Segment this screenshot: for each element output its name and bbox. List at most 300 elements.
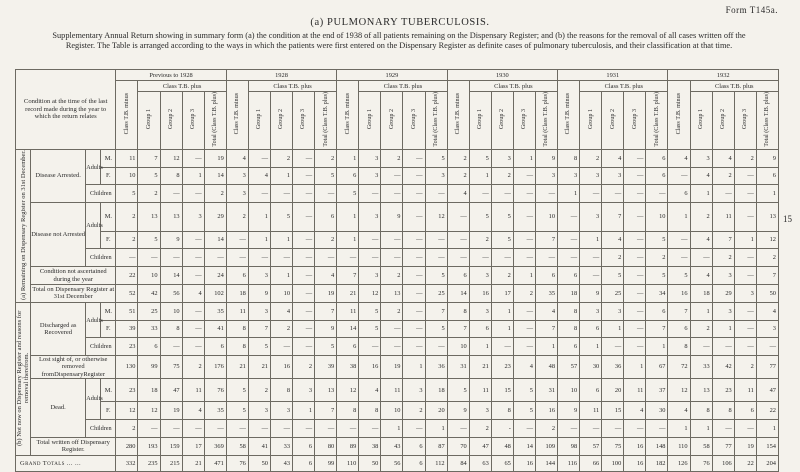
value-cell: — bbox=[182, 320, 204, 338]
sex-label: M. bbox=[101, 203, 116, 231]
value-cell: — bbox=[712, 185, 734, 203]
value-cell: 2 bbox=[712, 249, 734, 267]
group-label: Group 1 bbox=[256, 109, 263, 130]
class-minus-header bbox=[226, 81, 248, 150]
value-cell: — bbox=[270, 249, 292, 267]
value-cell: 10 bbox=[646, 203, 668, 231]
group-label: Group 1 bbox=[145, 109, 152, 130]
children-label: Children bbox=[86, 420, 116, 438]
value-cell: 10 bbox=[160, 302, 182, 320]
value-cell: 1 bbox=[602, 320, 624, 338]
value-cell: 6 bbox=[469, 320, 491, 338]
value-cell: — bbox=[204, 249, 226, 267]
value-cell: 6 bbox=[580, 378, 602, 402]
intro-paragraph: Supplementary Annual Return showing in summary form (a) the condition at the end of 1938 of all patients remaining on the Dispensary Register; and (b) the reasons for the removal of all cases written off the Register. The Table is arranged according to the ways in which the patients were first entered on the Dispensary Register as definite cases of pulmonary tuberculosis, and their classification at that time. bbox=[52, 31, 746, 51]
value-cell: 110 bbox=[668, 437, 690, 455]
value-cell: 76 bbox=[690, 455, 712, 471]
value-cell: 10 bbox=[447, 338, 469, 356]
value-cell: 8 bbox=[668, 338, 690, 356]
value-cell: — bbox=[270, 338, 292, 356]
value-cell: 4 bbox=[602, 149, 624, 167]
value-cell: — bbox=[270, 185, 292, 203]
sex-label: M. bbox=[101, 378, 116, 402]
value-cell: 8 bbox=[712, 402, 734, 420]
value-cell: 2 bbox=[270, 320, 292, 338]
value-cell: 9 bbox=[381, 203, 403, 231]
value-cell: 6 bbox=[558, 338, 580, 356]
value-cell: — bbox=[491, 249, 513, 267]
value-cell: — bbox=[182, 420, 204, 438]
value-cell: 50 bbox=[359, 455, 381, 471]
value-cell: — bbox=[293, 167, 315, 185]
value-cell: 13 bbox=[756, 203, 778, 231]
value-cell: 2 bbox=[403, 402, 425, 420]
value-cell: 5 bbox=[491, 203, 513, 231]
value-cell: 2 bbox=[381, 302, 403, 320]
value-cell: — bbox=[602, 420, 624, 438]
value-cell: 1 bbox=[690, 420, 712, 438]
value-cell: 47 bbox=[469, 437, 491, 455]
group-label: Group 1 bbox=[587, 109, 594, 130]
group-header bbox=[734, 92, 756, 150]
value-cell: 2 bbox=[116, 231, 138, 249]
value-cell: 6 bbox=[646, 302, 668, 320]
value-cell: 23 bbox=[712, 378, 734, 402]
value-cell: 10 bbox=[116, 167, 138, 185]
value-cell: 9 bbox=[756, 149, 778, 167]
value-cell: — bbox=[646, 185, 668, 203]
value-cell: 11 bbox=[469, 378, 491, 402]
class-minus-header bbox=[668, 81, 690, 150]
group-header bbox=[381, 92, 403, 150]
value-cell: — bbox=[182, 302, 204, 320]
value-cell: — bbox=[403, 284, 425, 302]
value-cell: — bbox=[293, 231, 315, 249]
value-cell: 8 bbox=[558, 302, 580, 320]
value-cell: 1 bbox=[513, 149, 535, 167]
table-row bbox=[16, 437, 779, 455]
value-cell: 18 bbox=[690, 284, 712, 302]
value-cell: 14 bbox=[337, 320, 359, 338]
value-cell: 3 bbox=[226, 167, 248, 185]
discharged-label: Discharged as Recovered bbox=[31, 302, 86, 355]
value-cell: 84 bbox=[447, 455, 469, 471]
value-cell: 4 bbox=[535, 302, 557, 320]
value-cell: 1 bbox=[248, 231, 270, 249]
value-cell: 6 bbox=[226, 267, 248, 285]
value-cell: 20 bbox=[425, 402, 447, 420]
group-label: Group 1 bbox=[477, 109, 484, 130]
value-cell: 67 bbox=[646, 356, 668, 379]
value-cell: 1 bbox=[580, 338, 602, 356]
table-row bbox=[16, 167, 779, 185]
value-cell: 112 bbox=[425, 455, 447, 471]
value-cell: 2 bbox=[469, 231, 491, 249]
value-cell: — bbox=[535, 185, 557, 203]
value-cell: 50 bbox=[756, 284, 778, 302]
value-cell: 2 bbox=[315, 149, 337, 167]
value-cell: — bbox=[513, 338, 535, 356]
group-label: Group 3 bbox=[631, 109, 638, 130]
group-header bbox=[624, 92, 646, 150]
table-row bbox=[16, 378, 779, 402]
value-cell: 9 bbox=[315, 320, 337, 338]
value-cell: 3 bbox=[293, 378, 315, 402]
class-minus-label: Class T.B. minus bbox=[675, 93, 682, 135]
value-cell: 17 bbox=[182, 437, 204, 455]
value-cell: — bbox=[580, 185, 602, 203]
value-cell: 8 bbox=[690, 402, 712, 420]
value-cell: 4 bbox=[447, 185, 469, 203]
value-cell: 41 bbox=[248, 437, 270, 455]
value-cell: 1 bbox=[491, 320, 513, 338]
value-cell: 8 bbox=[558, 320, 580, 338]
group-header bbox=[513, 92, 535, 150]
value-cell: — bbox=[668, 167, 690, 185]
class-plus-header: Class T.B. plus bbox=[690, 81, 778, 92]
value-cell: 369 bbox=[204, 437, 226, 455]
value-cell: — bbox=[425, 185, 447, 203]
value-cell: 2 bbox=[690, 320, 712, 338]
group-label: Total (Class T.B. plus) bbox=[764, 92, 771, 147]
value-cell: 4 bbox=[712, 149, 734, 167]
value-cell: 4 bbox=[690, 167, 712, 185]
value-cell: — bbox=[359, 185, 381, 203]
value-cell: 29 bbox=[204, 203, 226, 231]
value-cell: 7 bbox=[535, 231, 557, 249]
group-header bbox=[425, 92, 447, 150]
value-cell: 13 bbox=[381, 284, 403, 302]
value-cell: 6 bbox=[403, 437, 425, 455]
value-cell: 58 bbox=[226, 437, 248, 455]
value-cell: — bbox=[580, 249, 602, 267]
value-cell: 8 bbox=[270, 378, 292, 402]
value-cell: — bbox=[513, 185, 535, 203]
sex-label: F. bbox=[101, 402, 116, 420]
value-cell: 1 bbox=[513, 267, 535, 285]
group-header bbox=[315, 92, 337, 150]
value-cell: 9 bbox=[535, 149, 557, 167]
value-cell: 35 bbox=[204, 302, 226, 320]
value-cell: 57 bbox=[558, 356, 580, 379]
value-cell: — bbox=[580, 267, 602, 285]
value-cell: 7 bbox=[668, 302, 690, 320]
value-cell: — bbox=[535, 249, 557, 267]
class-minus-label: Class T.B. minus bbox=[234, 93, 241, 135]
group-header bbox=[403, 92, 425, 150]
value-cell: - bbox=[491, 420, 513, 438]
value-cell: 6 bbox=[447, 267, 469, 285]
value-cell: 47 bbox=[756, 378, 778, 402]
value-cell: 2 bbox=[293, 356, 315, 379]
value-cell: 2 bbox=[204, 185, 226, 203]
value-cell: 16 bbox=[624, 437, 646, 455]
value-cell: 76 bbox=[204, 378, 226, 402]
value-cell: 5 bbox=[646, 231, 668, 249]
value-cell: — bbox=[425, 338, 447, 356]
value-cell: 2 bbox=[712, 167, 734, 185]
value-cell: 2 bbox=[248, 378, 270, 402]
group-label: Total (Class T.B. plus) bbox=[432, 92, 439, 147]
group-label: Group 3 bbox=[742, 109, 749, 130]
value-cell: — bbox=[359, 249, 381, 267]
value-cell: 3 bbox=[248, 267, 270, 285]
value-cell: 6 bbox=[204, 338, 226, 356]
value-cell: 43 bbox=[381, 437, 403, 455]
value-cell: 2 bbox=[116, 203, 138, 231]
value-cell: 4 bbox=[513, 356, 535, 379]
value-cell: 14 bbox=[204, 167, 226, 185]
table-row bbox=[16, 338, 779, 356]
group-header bbox=[469, 92, 491, 150]
not-ascertained-label: Condition not ascertained during the year bbox=[31, 267, 116, 285]
value-cell: 13 bbox=[690, 378, 712, 402]
value-cell: 1 bbox=[558, 185, 580, 203]
group-header bbox=[756, 92, 778, 150]
value-cell: 21 bbox=[248, 356, 270, 379]
group-label: Group 2 bbox=[167, 109, 174, 130]
disease-not-arrested-label: Disease not Arrested bbox=[31, 203, 86, 267]
value-cell: 25 bbox=[602, 284, 624, 302]
value-cell: 39 bbox=[116, 320, 138, 338]
value-cell: 12 bbox=[138, 402, 160, 420]
children-label: Children bbox=[86, 338, 116, 356]
value-cell: 30 bbox=[646, 402, 668, 420]
table-row bbox=[16, 149, 779, 167]
value-cell: 126 bbox=[668, 455, 690, 471]
value-cell: — bbox=[160, 185, 182, 203]
children-label: Children bbox=[86, 249, 116, 267]
value-cell: — bbox=[403, 249, 425, 267]
value-cell: 4 bbox=[668, 149, 690, 167]
group-label: Group 2 bbox=[388, 109, 395, 130]
value-cell: 48 bbox=[491, 437, 513, 455]
value-cell: 10 bbox=[381, 402, 403, 420]
value-cell: — bbox=[293, 284, 315, 302]
group-label: Group 2 bbox=[720, 109, 727, 130]
class-plus-header: Class T.B. plus bbox=[580, 81, 668, 92]
value-cell: 8 bbox=[359, 402, 381, 420]
value-cell: 99 bbox=[315, 455, 337, 471]
class-plus-header: Class T.B. plus bbox=[359, 81, 447, 92]
value-cell: 12 bbox=[359, 284, 381, 302]
value-cell: — bbox=[513, 167, 535, 185]
value-cell: 10 bbox=[535, 203, 557, 231]
value-cell: 10 bbox=[270, 284, 292, 302]
value-cell: 3 bbox=[403, 378, 425, 402]
period-header: 1928 bbox=[226, 70, 336, 81]
value-cell: — bbox=[293, 203, 315, 231]
group-header bbox=[270, 92, 292, 150]
class-minus-header bbox=[558, 81, 580, 150]
value-cell: 5 bbox=[668, 267, 690, 285]
page-number: 15 bbox=[783, 214, 792, 224]
value-cell: 15 bbox=[491, 378, 513, 402]
value-cell: 1 bbox=[756, 185, 778, 203]
tuberculosis-table bbox=[15, 69, 779, 472]
value-cell: 3 bbox=[580, 203, 602, 231]
value-cell: — bbox=[315, 185, 337, 203]
value-cell: — bbox=[602, 185, 624, 203]
table-row bbox=[16, 203, 779, 231]
value-cell: 11 bbox=[116, 149, 138, 167]
value-cell: 6 bbox=[293, 437, 315, 455]
value-cell: 4 bbox=[602, 231, 624, 249]
value-cell: 11 bbox=[580, 402, 602, 420]
value-cell: — bbox=[513, 302, 535, 320]
value-cell: 12 bbox=[756, 231, 778, 249]
value-cell: 159 bbox=[160, 437, 182, 455]
grand-totals-label: Grand Totals ... ... bbox=[16, 455, 116, 471]
value-cell: — bbox=[734, 420, 756, 438]
value-cell: 18 bbox=[558, 284, 580, 302]
value-cell: 12 bbox=[668, 378, 690, 402]
value-cell: — bbox=[469, 185, 491, 203]
value-cell: 6 bbox=[535, 267, 557, 285]
value-cell: 6 bbox=[580, 320, 602, 338]
value-cell: 2 bbox=[138, 185, 160, 203]
value-cell: 5 bbox=[425, 149, 447, 167]
group-header bbox=[293, 92, 315, 150]
value-cell: 9 bbox=[447, 402, 469, 420]
value-cell: 130 bbox=[116, 356, 138, 379]
group-label: Group 2 bbox=[499, 109, 506, 130]
value-cell: 75 bbox=[160, 356, 182, 379]
value-cell: — bbox=[381, 338, 403, 356]
value-cell: 5 bbox=[315, 338, 337, 356]
value-cell: 13 bbox=[138, 203, 160, 231]
total-written-off-label: Total written off Dispensary Register. bbox=[31, 437, 116, 455]
value-cell: 2 bbox=[469, 420, 491, 438]
value-cell: 12 bbox=[160, 149, 182, 167]
value-cell: 1 bbox=[270, 167, 292, 185]
value-cell: 21 bbox=[337, 284, 359, 302]
group-header bbox=[491, 92, 513, 150]
table-row bbox=[16, 356, 779, 379]
group-label: Group 1 bbox=[697, 109, 704, 130]
value-cell: 22 bbox=[756, 402, 778, 420]
value-cell: 87 bbox=[425, 437, 447, 455]
value-cell: — bbox=[182, 249, 204, 267]
value-cell: 6 bbox=[668, 320, 690, 338]
value-cell: 6 bbox=[138, 338, 160, 356]
value-cell: 52 bbox=[116, 284, 138, 302]
value-cell: 25 bbox=[425, 284, 447, 302]
value-cell: — bbox=[734, 338, 756, 356]
value-cell: 3 bbox=[359, 167, 381, 185]
group-label: Total (Class T.B. plus) bbox=[543, 92, 550, 147]
value-cell: 16 bbox=[624, 455, 646, 471]
value-cell: 4 bbox=[182, 402, 204, 420]
value-cell: 98 bbox=[558, 437, 580, 455]
value-cell: — bbox=[624, 185, 646, 203]
value-cell: 3 bbox=[491, 149, 513, 167]
value-cell: 4 bbox=[756, 302, 778, 320]
value-cell: 5 bbox=[447, 378, 469, 402]
value-cell: 2 bbox=[734, 149, 756, 167]
period-header: 1931 bbox=[558, 70, 668, 81]
value-cell: — bbox=[403, 338, 425, 356]
value-cell: 5 bbox=[315, 167, 337, 185]
value-cell: — bbox=[293, 320, 315, 338]
value-cell: 25 bbox=[138, 302, 160, 320]
value-cell: 5 bbox=[337, 185, 359, 203]
group-header bbox=[204, 92, 226, 150]
value-cell: 1 bbox=[403, 356, 425, 379]
value-cell: — bbox=[293, 302, 315, 320]
value-cell: 1 bbox=[535, 338, 557, 356]
value-cell: 3 bbox=[359, 267, 381, 285]
value-cell: 18 bbox=[226, 284, 248, 302]
value-cell: 7 bbox=[425, 302, 447, 320]
value-cell: — bbox=[756, 338, 778, 356]
value-cell: 3 bbox=[558, 167, 580, 185]
value-cell: — bbox=[690, 249, 712, 267]
value-cell: 2 bbox=[491, 167, 513, 185]
value-cell: 2 bbox=[602, 249, 624, 267]
value-cell: 106 bbox=[712, 455, 734, 471]
value-cell: — bbox=[447, 249, 469, 267]
value-cell: — bbox=[160, 338, 182, 356]
value-cell: 18 bbox=[138, 378, 160, 402]
value-cell: 1 bbox=[624, 356, 646, 379]
value-cell: 4 bbox=[226, 149, 248, 167]
value-cell: 8 bbox=[160, 167, 182, 185]
class-minus-label: Class T.B. minus bbox=[565, 93, 572, 135]
value-cell: 56 bbox=[381, 455, 403, 471]
value-cell: 2 bbox=[447, 149, 469, 167]
value-cell: 144 bbox=[535, 455, 557, 471]
value-cell: 1 bbox=[734, 231, 756, 249]
value-cell: — bbox=[712, 338, 734, 356]
value-cell: 5 bbox=[513, 402, 535, 420]
value-cell: 10 bbox=[138, 267, 160, 285]
period-header: Previous to 1928 bbox=[116, 70, 226, 81]
value-cell: 3 bbox=[359, 203, 381, 231]
value-cell: 2 bbox=[690, 203, 712, 231]
value-cell: 70 bbox=[447, 437, 469, 455]
adults-label: Adults bbox=[86, 203, 101, 249]
value-cell: 9 bbox=[558, 402, 580, 420]
value-cell: 3 bbox=[535, 167, 557, 185]
dead-label: Dead. bbox=[31, 378, 86, 437]
value-cell: 4 bbox=[668, 402, 690, 420]
value-cell: — bbox=[248, 185, 270, 203]
value-cell: 3 bbox=[359, 149, 381, 167]
value-cell: 8 bbox=[491, 402, 513, 420]
value-cell: 14 bbox=[513, 437, 535, 455]
value-cell: 57 bbox=[580, 437, 602, 455]
value-cell: 21 bbox=[226, 356, 248, 379]
value-cell: 6 bbox=[558, 267, 580, 285]
value-cell: 8 bbox=[160, 320, 182, 338]
value-cell: — bbox=[513, 203, 535, 231]
value-cell: — bbox=[624, 231, 646, 249]
group-label: Group 3 bbox=[410, 109, 417, 130]
group-label: Total (Class T.B. plus) bbox=[653, 92, 660, 147]
value-cell: 5 bbox=[270, 203, 292, 231]
value-cell: 1 bbox=[293, 402, 315, 420]
value-cell: 35 bbox=[204, 402, 226, 420]
group-label: Total (Class T.B. plus) bbox=[322, 92, 329, 147]
group-header bbox=[138, 92, 160, 150]
value-cell: — bbox=[182, 231, 204, 249]
class-minus-header bbox=[447, 81, 469, 150]
value-cell: 8 bbox=[447, 302, 469, 320]
value-cell: 5 bbox=[359, 320, 381, 338]
value-cell: 2 bbox=[734, 356, 756, 379]
value-cell: 6 bbox=[756, 167, 778, 185]
